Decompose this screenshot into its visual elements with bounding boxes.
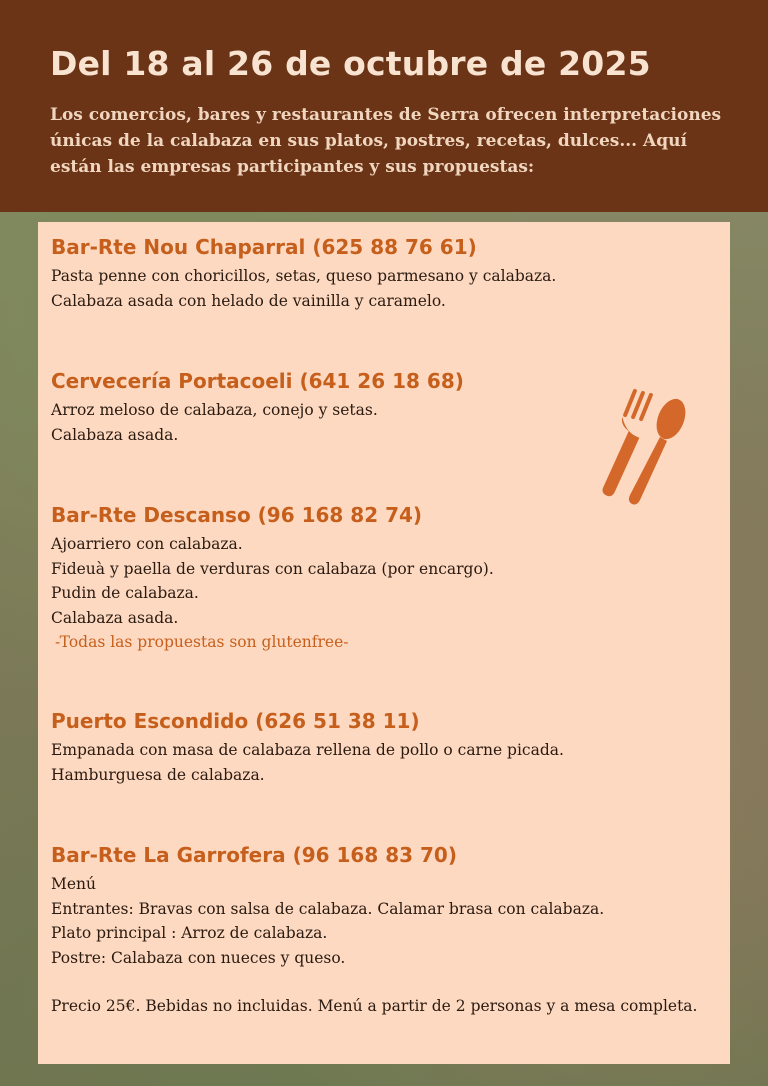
dish-line: Postre: Calabaza con nueces y queso.	[51, 948, 346, 967]
dish-line: Entrantes: Bravas con salsa de calabaza. Calamar brasa con calabaza.	[51, 899, 605, 918]
dish-line: Ajoarriero con calabaza.	[51, 535, 243, 553]
dish-line: Fideuà y paella de verduras con calabaza (por encargo).	[51, 559, 494, 578]
dish-line: Hamburguesa de calabaza.	[51, 765, 265, 784]
restaurant-name: Bar-Rte La Garrofera (96 168 83 70)	[51, 843, 457, 867]
restaurant-nou-chaparral	[51, 234, 721, 313]
page-title: Del 18 al 26 de octubre de 2025	[50, 44, 651, 83]
dish-line: Arroz meloso de calabaza, conejo y setas.	[51, 401, 378, 419]
restaurant-name: Puerto Escondido (626 51 38 11)	[51, 709, 420, 733]
dish-line: Calabaza asada.	[51, 608, 179, 627]
restaurant-puerto-escondido	[51, 708, 721, 787]
dish-line: Plato principal : Arroz de calabaza.	[51, 924, 328, 942]
fork-spoon-icon	[595, 385, 690, 510]
menu-label: Menú	[51, 875, 97, 893]
spacer	[51, 970, 721, 994]
glutenfree-note: -Todas las propuestas son glutenfree-	[55, 633, 349, 651]
restaurant-card	[38, 222, 730, 1064]
dish-line: Pasta penne con choricillos, setas, queso parmesano y calabaza.	[51, 267, 557, 285]
intro-text: Los comercios, bares y restaurantes de Serra ofrecen interpretaciones únicas de la calabaza en sus platos, postres, recetas, dulces... Aquí están las empresas participantes y sus propuestas:	[50, 105, 722, 177]
dish-line: Empanada con masa de calabaza rellena de pollo o carne picada.	[51, 741, 564, 759]
dish-line: Calabaza asada con helado de vainilla y caramelo.	[51, 291, 446, 310]
restaurant-descanso	[51, 502, 721, 655]
dish-line: Pudin de calabaza.	[51, 584, 199, 602]
header-banner	[0, 0, 768, 212]
restaurant-name: Bar-Rte Nou Chaparral (625 88 76 61)	[51, 235, 477, 259]
price-note: Precio 25€. Bebidas no incluidas. Menú a partir de 2 personas y a mesa completa.	[51, 997, 698, 1015]
dish-line: Calabaza asada.	[51, 425, 179, 444]
restaurant-name: Bar-Rte Descanso (96 168 82 74)	[51, 503, 423, 527]
restaurant-name: Cervecería Portacoeli (641 26 18 68)	[51, 369, 464, 393]
restaurant-la-garrofera	[51, 842, 721, 1019]
